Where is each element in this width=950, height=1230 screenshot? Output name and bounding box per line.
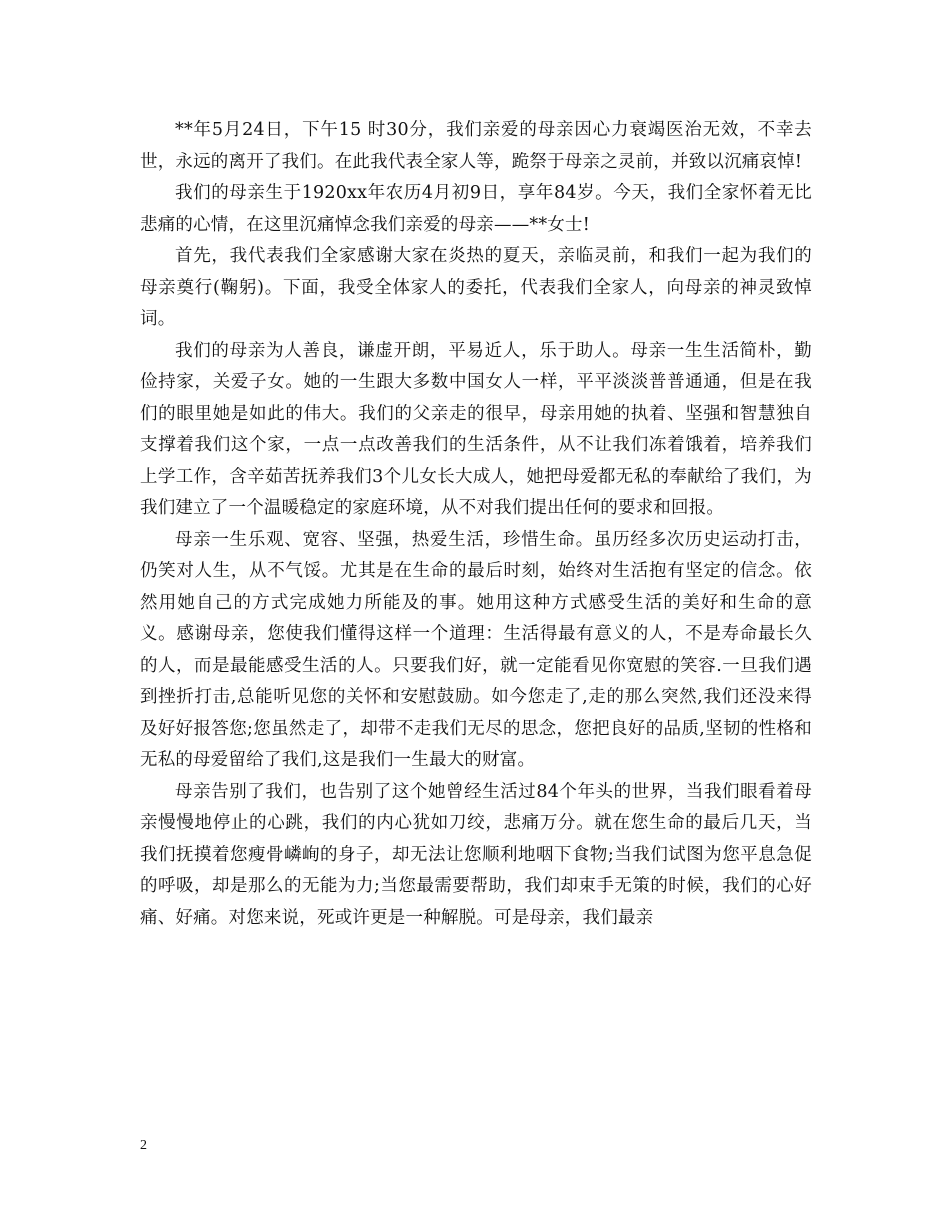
paragraph-5: 母亲一生乐观、宽容、坚强，热爱生活，珍惜生命。虽历经多次历史运动打击，仍笑对人生，从不气馁。尤其是在生命的最后时刻，始终对生活抱有坚定的信念。依然用她自己的方式完成她力所能及的事。她用这种方式感受生活的美好和生命的意义。感谢母亲，您使我们懂得这样一个道理：生活得最有意义的人，不是寿命最长久的人，而是最能感受生活的人。只要我们好，就一定能看见你宽慰的笑容.一旦我们遇到挫折打击,总能听见您的关怀和安慰鼓励。如今您走了,走的那么突然,我们还没来得及好好报答您;您虽然走了，却带不走我们无尽的思念，您把良好的品质,坚韧的性格和无私的母爱留给了我们,这是我们一生最大的财富。 <box>140 529 812 770</box>
page-number: 2 <box>140 1138 147 1153</box>
paragraph-6: 母亲告别了我们，也告别了这个她曾经生活过84个年头的世界，当我们眼看着母亲慢慢地停止的心跳，我们的内心犹如刀绞，悲痛万分。就在您生命的最后几天，当我们抚摸着您瘦骨嶙峋的身子，却无法让您顺利地咽下食物;当我们试图为您平息急促的呼吸，却是那么的无能为力;当您最需要帮助，我们却束手无策的时候，我们的心好痛、好痛。对您来说，死或许更是一种解脱。可是母亲，我们最亲 <box>140 781 812 928</box>
paragraph-4: 我们的母亲为人善良，谦虚开朗，平易近人，乐于助人。母亲一生生活简朴，勤俭持家，关爱子女。她的一生跟大多数中国女人一样，平平淡淡普普通通，但是在我们的眼里她是如此的伟大。我们的父亲走的很早，母亲用她的执着、坚强和智慧独自支撑着我们这个家，一点一点改善我们的生活条件，从不让我们冻着饿着，培养我们上学工作，含辛茹苦抚养我们3个儿女长大成人，她把母爱都无私的奉献给了我们，为我们建立了一个温暖稳定的家庭环境，从不对我们提出任何的要求和回报。 <box>140 340 812 518</box>
body-text <box>140 115 812 934</box>
paragraph-2: 我们的母亲生于1920xx年农历4月初9日，享年84岁。今天，我们全家怀着无比悲痛的心情，在这里沉痛悼念我们亲爱的母亲——**女士! <box>140 183 812 235</box>
paragraph-3: 首先，我代表我们全家感谢大家在炎热的夏天，亲临灵前，和我们一起为我们的母亲奠行(鞠躬)。下面，我受全体家人的委托，代表我们全家人，向母亲的神灵致悼词。 <box>140 246 812 329</box>
paragraph-1: **年5月24日，下午15 时30分，我们亲爱的母亲因心力衰竭医治无效，不幸去世，永远的离开了我们。在此我代表全家人等，跪祭于母亲之灵前，并致以沉痛哀悼! <box>140 120 812 172</box>
